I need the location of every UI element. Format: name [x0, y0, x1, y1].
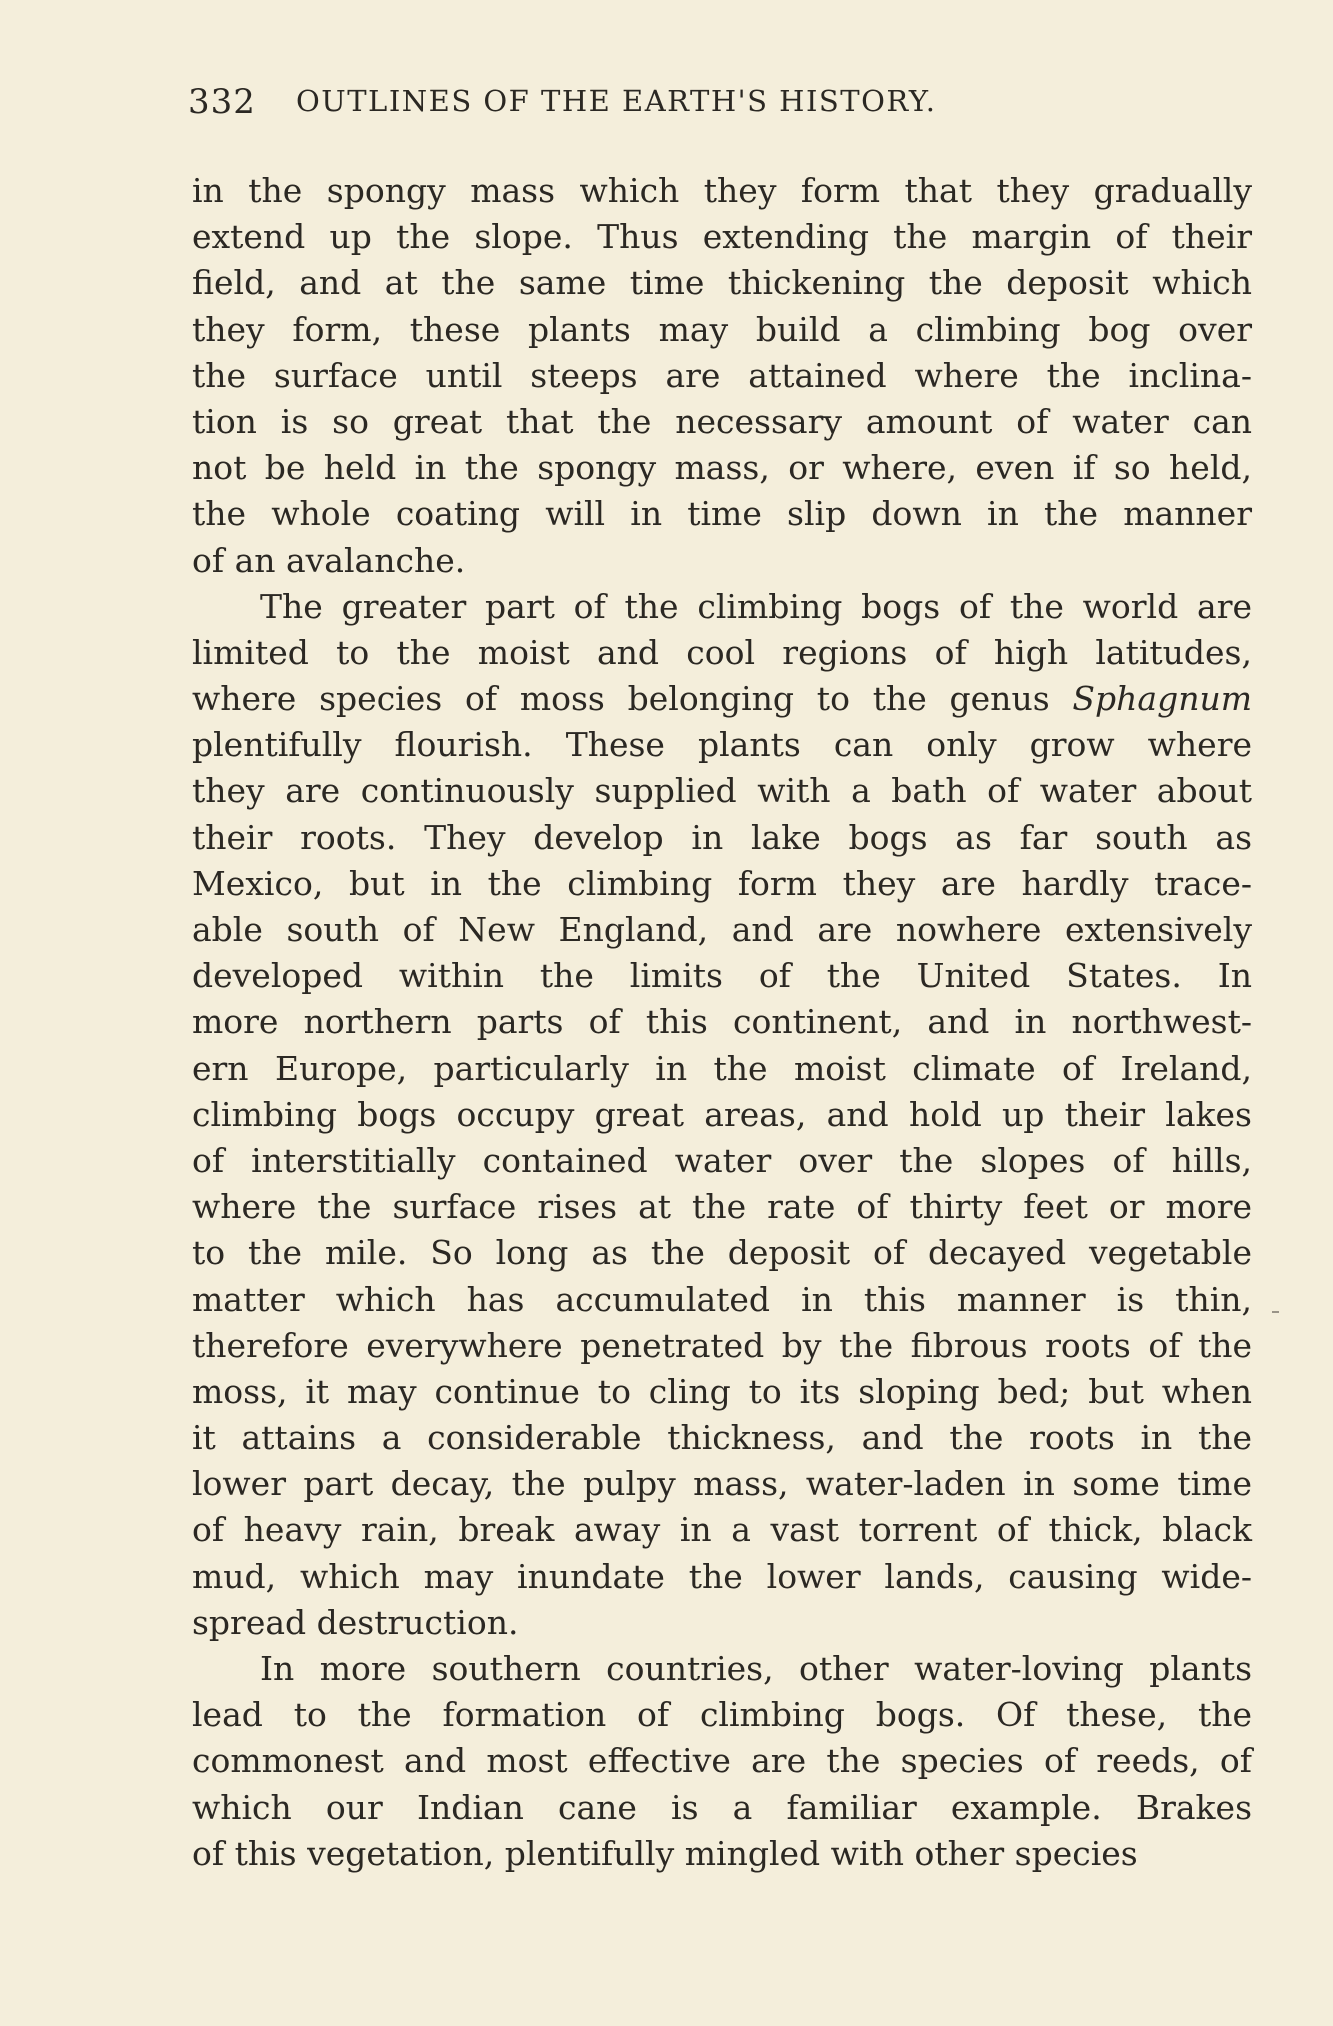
text-line — [192, 815, 1252, 861]
text-line — [192, 1138, 1252, 1184]
text-segment: they are continuously supplied with a bath of water about — [192, 771, 1252, 811]
running-head: OUTLINES OF THE EARTH'S HISTORY. — [296, 84, 937, 118]
text-segment: to the mile. So long as the deposit of decayed vegetable — [192, 1233, 1252, 1273]
text-segment: their roots. They develop in lake bogs as far south as — [192, 817, 1252, 857]
text-segment: more northern parts of this continent, and in northwest- — [192, 1002, 1252, 1042]
text-segment: climbing bogs occupy great areas, and hold up their lakes — [192, 1094, 1252, 1134]
text-segment: of interstitially contained water over the slopes of hills, — [192, 1140, 1252, 1180]
text-segment: in the spongy mass which they form that they gradually — [192, 171, 1252, 210]
page-number: 332 — [188, 82, 256, 122]
text-segment: the whole coating will in time slip down in the manner — [192, 494, 1252, 534]
text-segment: mud, which may inundate the lower lands, causing wide- — [192, 1556, 1252, 1596]
text-line — [192, 399, 1252, 445]
text-line — [192, 722, 1252, 768]
text-line — [192, 307, 1252, 353]
text-line — [192, 1785, 1252, 1831]
text-segment: moss, it may continue to cling to its sloping bed; but when — [192, 1371, 1252, 1411]
text-line — [192, 1046, 1252, 1092]
text-line — [192, 491, 1252, 537]
text-segment: spread destruction. — [192, 1602, 519, 1642]
text-line — [192, 676, 1252, 722]
italic-term: Sphagnum — [1072, 679, 1252, 719]
text-line — [192, 538, 1252, 584]
text-line — [192, 630, 1252, 676]
text-segment: tion is so great that the necessary amount of water can — [192, 401, 1252, 441]
text-line — [192, 214, 1252, 260]
text-line — [192, 1461, 1252, 1507]
text-segment: lower part decay, the pulpy mass, water-laden in some time — [192, 1464, 1252, 1504]
text-segment: plentifully flourish. These plants can only grow where — [192, 725, 1252, 765]
text-segment: limited to the moist and cool regions of high latitudes, — [192, 632, 1252, 672]
text-line — [192, 1507, 1252, 1553]
text-line — [192, 1184, 1252, 1230]
text-segment: lead to the formation of climbing bogs. Of these, the — [192, 1695, 1252, 1735]
text-segment: of heavy rain, break away in a vast torrent of thick, black — [192, 1510, 1252, 1550]
text-line — [192, 260, 1252, 306]
paragraph — [192, 1646, 1252, 1877]
text-segment: In more southern countries, other water-loving plants — [260, 1649, 1252, 1688]
text-line — [192, 353, 1252, 399]
text-line — [192, 1554, 1252, 1600]
text-line — [192, 953, 1252, 999]
text-line — [192, 1738, 1252, 1784]
page-header — [188, 82, 1253, 132]
text-line — [192, 768, 1252, 814]
text-line — [192, 861, 1252, 907]
text-segment: of an avalanche. — [192, 540, 466, 580]
text-line — [192, 445, 1252, 491]
text-segment: matter which has accumulated in this manner is thin, — [192, 1279, 1252, 1319]
text-line — [192, 1092, 1252, 1138]
body-text — [192, 168, 1252, 1877]
print-blemish — [1272, 1311, 1279, 1313]
text-segment: extend up the slope. Thus extending the margin of their — [192, 217, 1252, 257]
text-line — [192, 1831, 1252, 1877]
text-line — [192, 1415, 1252, 1461]
text-segment: ern Europe, particularly in the moist climate of Ireland, — [192, 1048, 1252, 1088]
text-segment: where the surface rises at the rate of thirty feet or more — [192, 1187, 1252, 1227]
text-segment: commonest and most effective are the species of reeds, of — [192, 1741, 1252, 1781]
paragraph — [192, 168, 1252, 584]
text-line — [192, 999, 1252, 1045]
text-line — [192, 168, 1252, 214]
text-line — [192, 1230, 1252, 1276]
text-segment: it attains a considerable thickness, and the roots in the — [192, 1418, 1252, 1458]
text-segment: The greater part of the climbing bogs of the world are — [260, 586, 1252, 626]
text-segment: they form, these plants may build a climbing bog over — [192, 309, 1252, 349]
text-line — [192, 907, 1252, 953]
text-line — [192, 584, 1252, 630]
text-segment: not be held in the spongy mass, or where, even if so held, — [192, 448, 1252, 488]
text-line — [192, 1692, 1252, 1738]
text-line — [192, 1646, 1252, 1692]
text-line — [192, 1369, 1252, 1415]
text-line — [192, 1600, 1252, 1646]
text-segment: developed within the limits of the United States. In — [192, 956, 1252, 996]
text-segment: the surface until steeps are attained where the inclina- — [192, 355, 1252, 395]
text-segment: Mexico, but in the climbing form they are hardly trace- — [192, 863, 1252, 903]
text-segment: therefore everywhere penetrated by the fibrous roots of the — [192, 1325, 1252, 1365]
text-segment: which our Indian cane is a familiar example. Brakes — [192, 1787, 1252, 1827]
text-segment: able south of New England, and are nowhere extensively — [192, 910, 1252, 949]
paragraph — [192, 584, 1252, 1646]
text-segment: of this vegetation, plentifully mingled with other species — [192, 1833, 1138, 1873]
text-line — [192, 1277, 1252, 1323]
text-line — [192, 1323, 1252, 1369]
text-segment: field, and at the same time thickening the deposit which — [192, 263, 1252, 303]
text-segment: where species of moss belonging to the genus — [192, 679, 1073, 719]
